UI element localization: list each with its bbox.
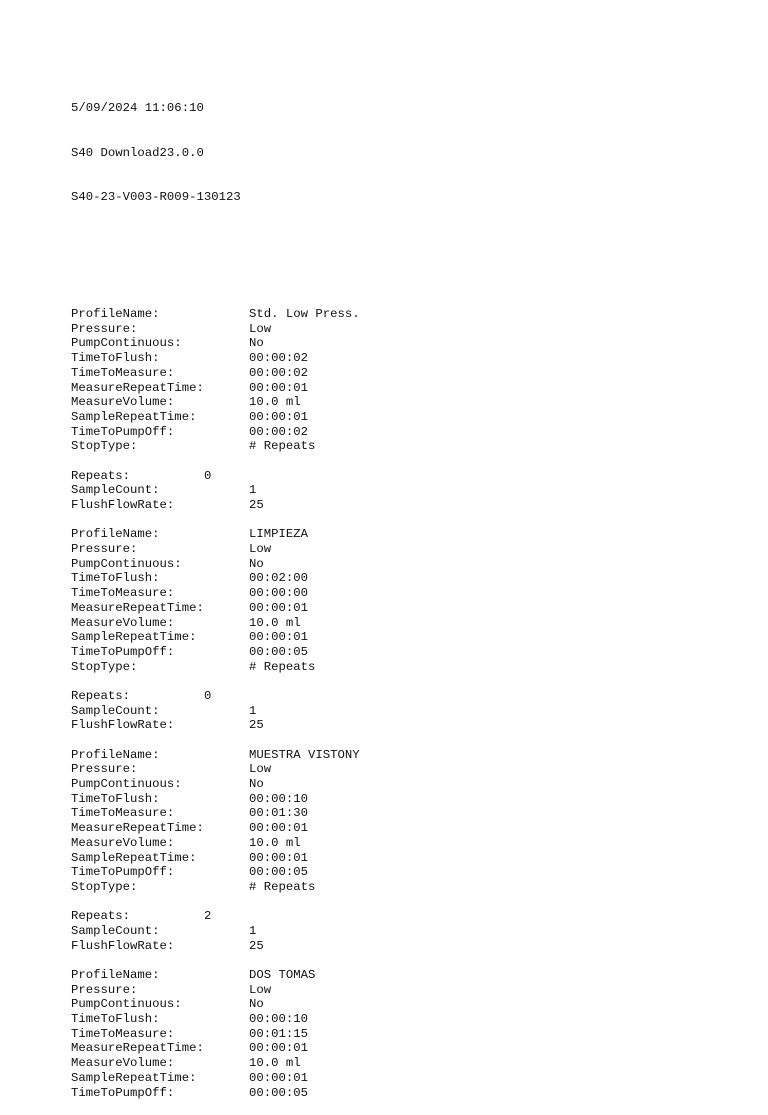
field-value: 0 — [204, 688, 212, 703]
field-row — [71, 381, 360, 396]
field-label: Pressure: — [71, 762, 138, 777]
field-value: No — [249, 556, 264, 571]
field-value: 00:00:01 — [249, 600, 309, 615]
field-label: FlushFlowRate: — [71, 498, 175, 513]
field-row — [71, 366, 360, 381]
field-row — [71, 322, 360, 337]
field-value: Std. Low Press. — [249, 307, 360, 322]
field-label: MeasureRepeatTime: — [71, 1041, 204, 1056]
field-value: 10.0 ml — [249, 1056, 301, 1071]
header-spacer — [71, 234, 360, 278]
field-row — [71, 704, 360, 719]
field-label: MeasureRepeatTime: — [71, 600, 204, 615]
field-value: 00:00:05 — [249, 644, 309, 659]
field-value: 10.0 ml — [249, 835, 301, 850]
field-value: Low — [249, 321, 272, 336]
field-row — [71, 469, 360, 484]
field-row — [71, 601, 360, 616]
field-label: TimeToPumpOff: — [71, 424, 175, 439]
field-row — [71, 924, 360, 939]
field-label: FlushFlowRate: — [71, 718, 175, 733]
field-row — [71, 1071, 360, 1086]
field-value: # Repeats — [249, 659, 316, 674]
field-row — [71, 762, 360, 777]
field-row — [71, 571, 360, 586]
field-row — [71, 909, 360, 924]
field-row — [71, 821, 360, 836]
field-label: PumpContinuous: — [71, 997, 182, 1012]
field-label: MeasureVolume: — [71, 1056, 175, 1071]
field-value: 2 — [204, 909, 212, 924]
field-value: 00:00:01 — [249, 380, 309, 395]
field-value: 00:00:01 — [249, 821, 309, 836]
field-value: MUESTRA VISTONY — [249, 747, 360, 762]
field-label: SampleCount: — [71, 923, 160, 938]
field-row — [71, 660, 360, 675]
field-value: 00:00:05 — [249, 1085, 309, 1100]
field-row — [71, 410, 360, 425]
field-label: TimeToFlush: — [71, 571, 160, 586]
field-value: 00:00:01 — [249, 630, 309, 645]
field-value: # Repeats — [249, 879, 316, 894]
field-label: MeasureVolume: — [71, 615, 175, 630]
field-value: 25 — [249, 938, 264, 953]
field-row — [71, 557, 360, 572]
field-value: No — [249, 336, 264, 351]
field-row — [71, 836, 360, 851]
field-label: FlushFlowRate: — [71, 938, 175, 953]
field-value: 00:00:02 — [249, 424, 309, 439]
field-row — [71, 542, 360, 557]
field-value: 00:00:01 — [249, 409, 309, 424]
field-label: TimeToMeasure: — [71, 365, 175, 380]
field-value: 00:00:05 — [249, 865, 309, 880]
field-value: 00:00:10 — [249, 791, 309, 806]
profile-block — [71, 307, 360, 527]
field-row — [71, 865, 360, 880]
field-row — [71, 689, 360, 704]
field-value: 00:00:00 — [249, 586, 309, 601]
field-row — [71, 351, 360, 366]
field-label: PumpContinuous: — [71, 777, 182, 792]
field-row — [71, 939, 360, 954]
field-label: TimeToPumpOff: — [71, 644, 175, 659]
profile-block — [71, 527, 360, 747]
blank-line — [71, 674, 360, 689]
field-label: SampleRepeatTime: — [71, 850, 197, 865]
field-row — [71, 336, 360, 351]
field-row — [71, 792, 360, 807]
field-value: 00:00:01 — [249, 850, 309, 865]
field-value: 00:00:02 — [249, 351, 309, 366]
document-page — [71, 72, 360, 1115]
field-row — [71, 395, 360, 410]
field-label: TimeToPumpOff: — [71, 865, 175, 880]
field-row — [71, 498, 360, 513]
field-row — [71, 718, 360, 733]
field-label: PumpContinuous: — [71, 556, 182, 571]
field-value: 00:00:10 — [249, 1012, 309, 1027]
field-row — [71, 439, 360, 454]
field-value: Low — [249, 982, 272, 997]
blank-line — [71, 895, 360, 910]
field-label: PumpContinuous: — [71, 336, 182, 351]
field-label: TimeToMeasure: — [71, 806, 175, 821]
field-label: SampleCount: — [71, 703, 160, 718]
profile-block — [71, 748, 360, 968]
field-value: 1 — [249, 923, 257, 938]
field-row — [71, 425, 360, 440]
field-row — [71, 1027, 360, 1042]
field-value: DOS TOMAS — [249, 968, 316, 983]
field-value: Low — [249, 762, 272, 777]
field-row — [71, 527, 360, 542]
field-row — [71, 1056, 360, 1071]
field-value: 00:02:00 — [249, 571, 309, 586]
field-label: Repeats: — [71, 468, 131, 483]
field-row — [71, 851, 360, 866]
field-label: SampleCount: — [71, 483, 160, 498]
field-value: # Repeats — [249, 439, 316, 454]
field-label: MeasureVolume: — [71, 835, 175, 850]
field-label: ProfileName: — [71, 307, 160, 322]
field-row — [71, 1012, 360, 1027]
header-software: S40 Download23.0.0 — [71, 145, 204, 160]
field-label: MeasureRepeatTime: — [71, 380, 204, 395]
field-label: Pressure: — [71, 542, 138, 557]
header-datetime: 5/09/2024 11:06:10 — [71, 101, 204, 116]
field-row — [71, 880, 360, 895]
header-device-id: S40-23-V003-R009-130123 — [71, 189, 241, 204]
profiles-list — [71, 307, 360, 1100]
field-label: SampleRepeatTime: — [71, 1070, 197, 1085]
field-label: StopType: — [71, 439, 138, 454]
field-label: Repeats: — [71, 688, 131, 703]
field-label: Pressure: — [71, 321, 138, 336]
field-label: SampleRepeatTime: — [71, 630, 197, 645]
field-row — [71, 983, 360, 998]
field-label: TimeToPumpOff: — [71, 1085, 175, 1100]
field-label: MeasureRepeatTime: — [71, 821, 204, 836]
field-label: ProfileName: — [71, 968, 160, 983]
field-label: StopType: — [71, 659, 138, 674]
field-value: Low — [249, 542, 272, 557]
field-value: 00:01:30 — [249, 806, 309, 821]
blank-line — [71, 513, 360, 528]
field-row — [71, 630, 360, 645]
field-value: LIMPIEZA — [249, 527, 309, 542]
field-value: 0 — [204, 468, 212, 483]
field-label: ProfileName: — [71, 527, 160, 542]
field-value: 00:00:02 — [249, 365, 309, 380]
field-row — [71, 483, 360, 498]
field-label: StopType: — [71, 879, 138, 894]
field-label: Repeats: — [71, 909, 131, 924]
field-row — [71, 777, 360, 792]
field-row — [71, 307, 360, 322]
blank-line — [71, 454, 360, 469]
field-value: 00:00:01 — [249, 1041, 309, 1056]
field-row — [71, 1041, 360, 1056]
field-label: ProfileName: — [71, 747, 160, 762]
field-label: TimeToFlush: — [71, 1012, 160, 1027]
field-label: TimeToFlush: — [71, 351, 160, 366]
field-value: 1 — [249, 703, 257, 718]
field-label: TimeToMeasure: — [71, 586, 175, 601]
field-value: 25 — [249, 498, 264, 513]
field-label: Pressure: — [71, 982, 138, 997]
field-row — [71, 997, 360, 1012]
field-value: 00:01:15 — [249, 1026, 309, 1041]
blank-line — [71, 733, 360, 748]
field-row — [71, 968, 360, 983]
field-value: No — [249, 997, 264, 1012]
field-value: No — [249, 777, 264, 792]
field-row — [71, 616, 360, 631]
field-value: 10.0 ml — [249, 615, 301, 630]
field-row — [71, 586, 360, 601]
field-value: 25 — [249, 718, 264, 733]
field-row — [71, 1086, 360, 1101]
field-label: SampleRepeatTime: — [71, 409, 197, 424]
blank-line — [71, 953, 360, 968]
field-value: 10.0 ml — [249, 395, 301, 410]
field-row — [71, 748, 360, 763]
field-row — [71, 806, 360, 821]
field-value: 00:00:01 — [249, 1070, 309, 1085]
field-label: MeasureVolume: — [71, 395, 175, 410]
field-row — [71, 645, 360, 660]
field-label: TimeToFlush: — [71, 791, 160, 806]
field-value: 1 — [249, 483, 257, 498]
profile-block — [71, 968, 360, 1100]
field-label: TimeToMeasure: — [71, 1026, 175, 1041]
